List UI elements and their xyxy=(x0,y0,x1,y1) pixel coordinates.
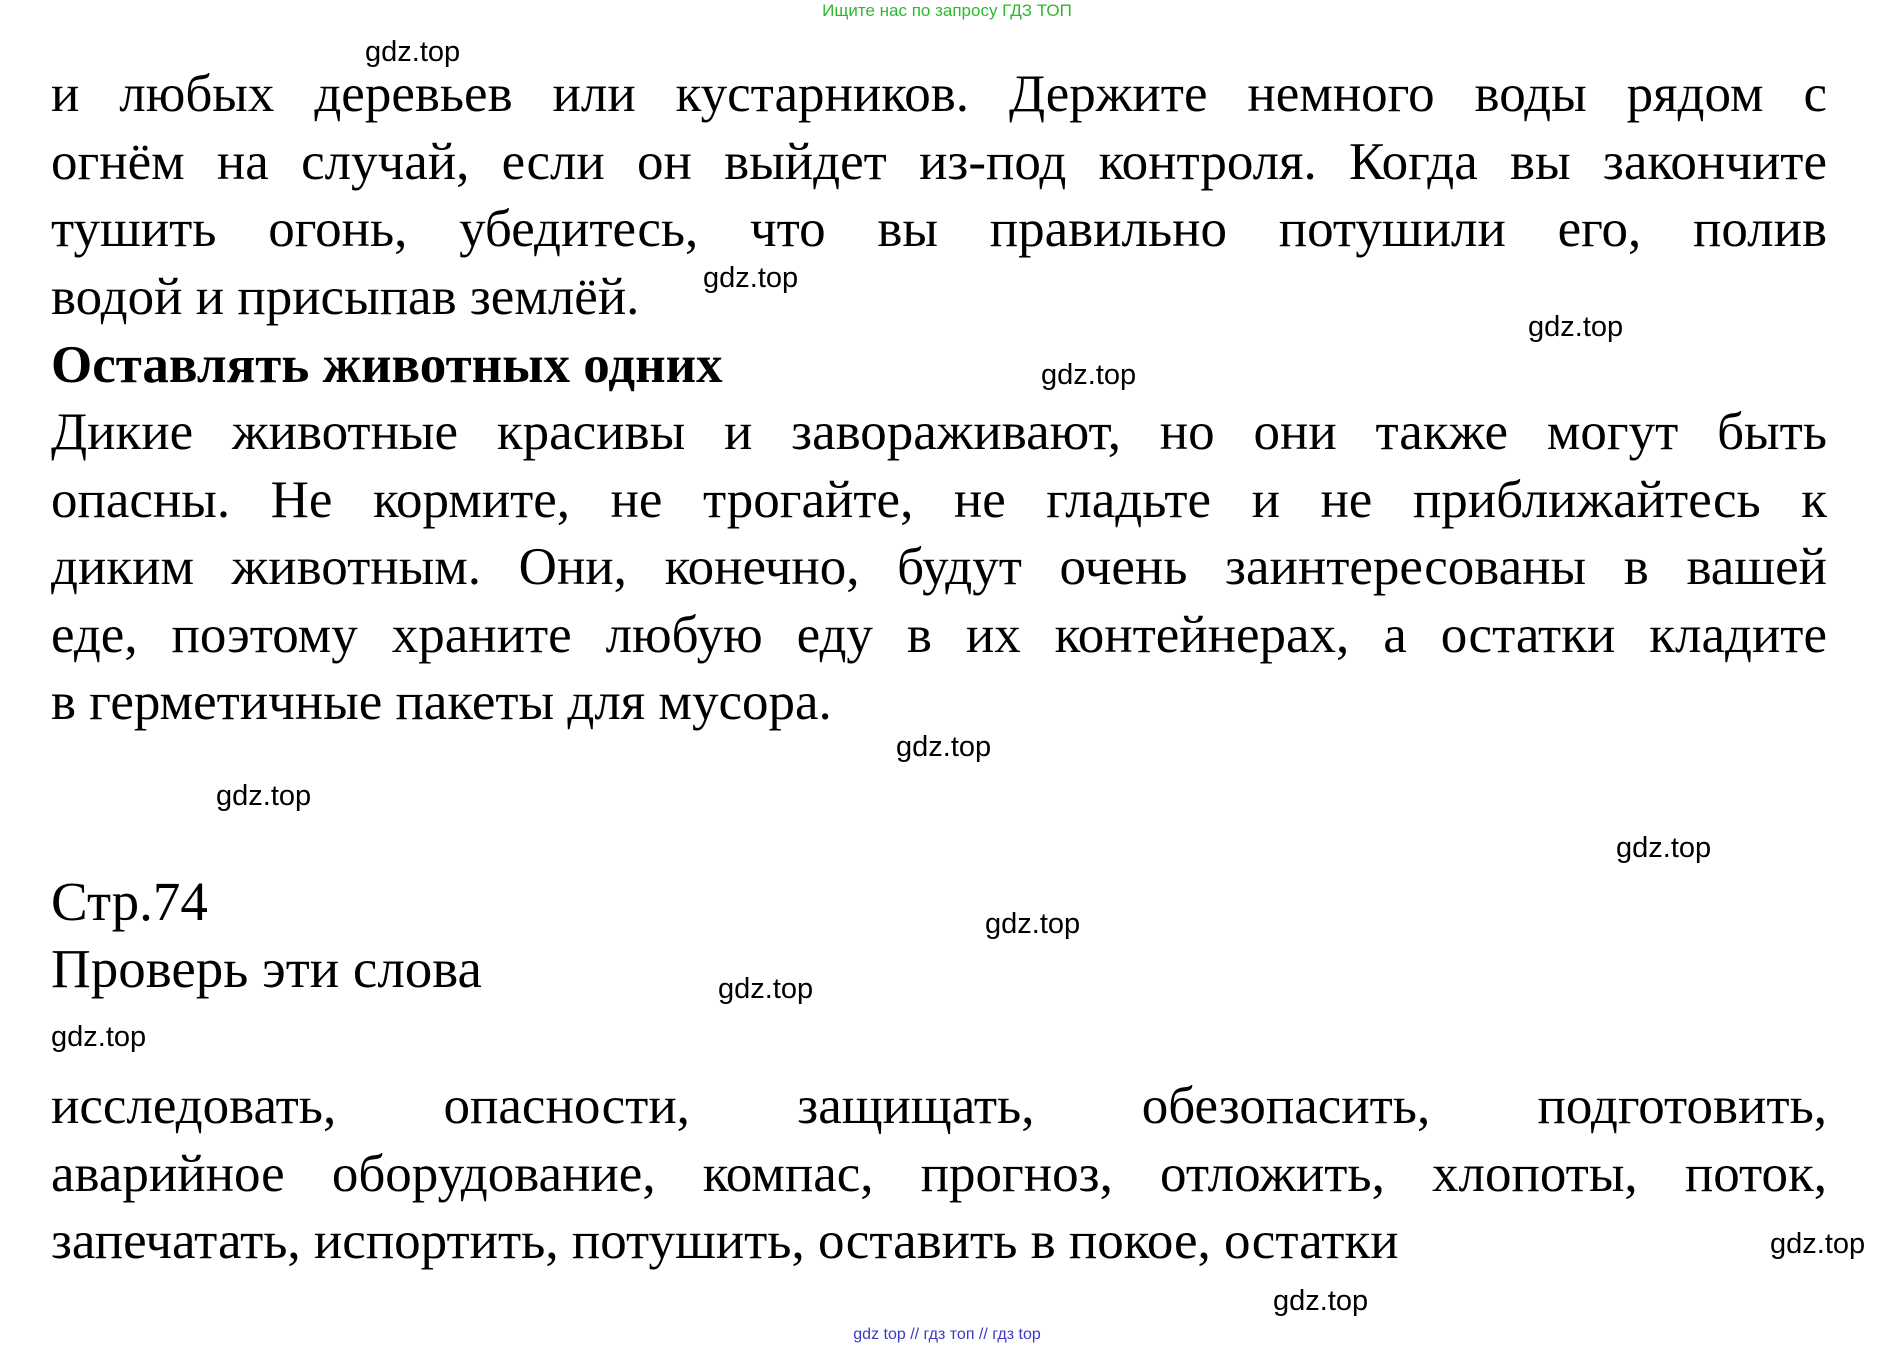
paragraph-fire xyxy=(51,61,1827,331)
text-line: и любых деревьев или кустарников. Держите немного воды рядом с xyxy=(51,65,1827,123)
watermark: gdz.top xyxy=(1770,1228,1866,1260)
paragraph-animals xyxy=(51,399,1827,737)
text-line: опасны. Не кормите, не трогайте, не гладьте и не приближайтесь к xyxy=(51,470,1827,529)
watermark: gdz.top xyxy=(985,908,1081,940)
text-line: водой и присыпав землёй. xyxy=(51,267,640,326)
watermark: gdz.top xyxy=(51,1021,147,1053)
footer-links: gdz top // гдз топ // гдз top xyxy=(853,1326,1041,1343)
subheading: Проверь эти слова xyxy=(51,938,482,999)
watermark: gdz.top xyxy=(1528,311,1624,343)
watermark: gdz.top xyxy=(1041,359,1137,391)
text-line: аварийное оборудование, компас, прогноз, отложить, хлопоты, поток, xyxy=(51,1144,1827,1203)
watermark: gdz.top xyxy=(1616,832,1712,864)
text-line: Дикие животные красивы и завораживают, но они также могут быть xyxy=(51,403,1827,461)
text-line: тушить огонь, убедитесь, что вы правильно потушили его, полив xyxy=(51,200,1827,258)
page-label: Стр.74 xyxy=(51,871,208,932)
watermark: gdz.top xyxy=(896,731,992,763)
watermark: gdz.top xyxy=(365,36,461,68)
text-line: диким животным. Они, конечно, будут очень заинтересованы в вашей xyxy=(51,538,1827,596)
word-list xyxy=(51,1073,1827,1276)
text-line: в герметичные пакеты для мусора. xyxy=(51,673,832,731)
section-heading: Оставлять животных одних xyxy=(51,336,723,394)
watermark: gdz.top xyxy=(1273,1285,1369,1317)
watermark: gdz.top xyxy=(718,973,814,1005)
text-line: огнём на случай, если он выйдет из-под контроля. Когда вы закончите xyxy=(51,132,1827,191)
text-line: исследовать, опасности, защищать, обезопасить, подготовить, xyxy=(51,1077,1827,1135)
text-line: запечатать, испортить, потушить, оставить в покое, остатки xyxy=(51,1212,1399,1270)
watermark: gdz.top xyxy=(216,780,312,812)
text-line: еде, поэтому храните любую еду в их контейнерах, а остатки кладите xyxy=(51,605,1827,664)
watermark: gdz.top xyxy=(703,262,799,294)
top-banner: Ищите нас по запросу ГДЗ ТОП xyxy=(822,1,1072,20)
